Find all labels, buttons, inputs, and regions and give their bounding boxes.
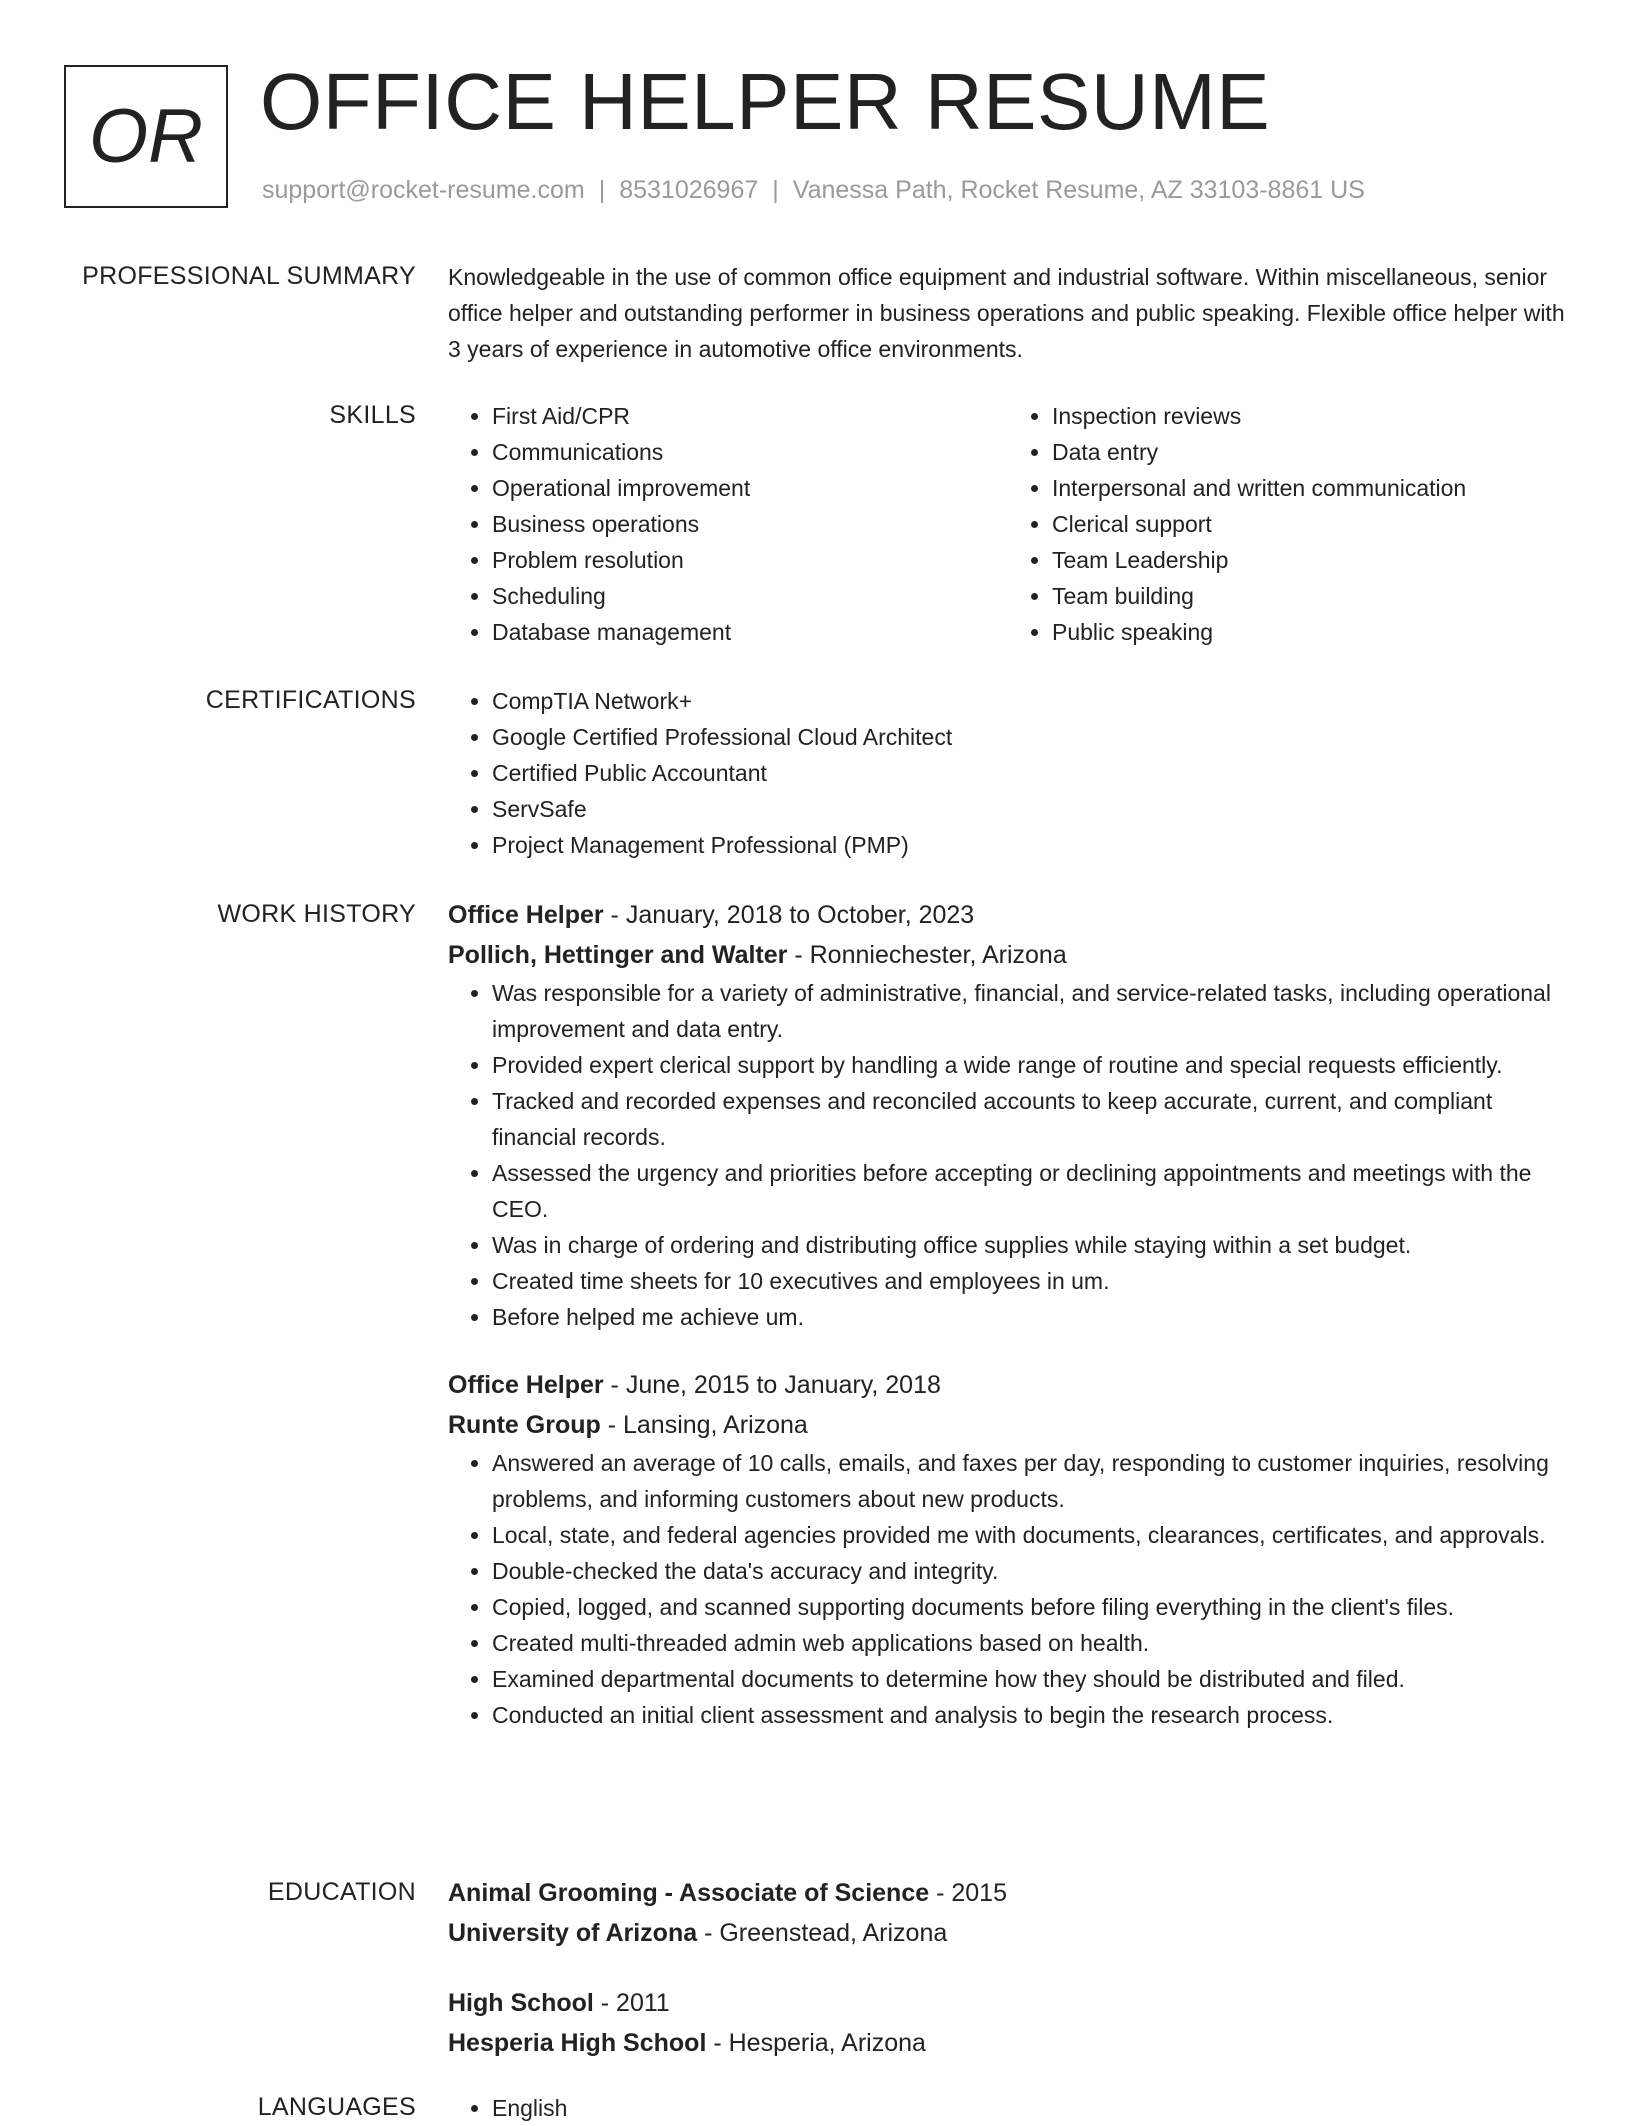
summary-body [448,259,1568,367]
job-dates: - January, 2018 to October, 2023 [603,901,975,929]
education-degree-line [448,1983,1568,2023]
job-duty: • Double-checked the data's accuracy and integrity. [492,1553,1568,1589]
job-duty: • Provided expert clerical support by handling a wide range of routine and special requests efficiently. [492,1047,1568,1083]
education-school: Hesperia High School [448,2029,707,2057]
job-duty: • Local, state, and federal agencies provided me with documents, clearances, certificates, and approvals. [492,1517,1568,1553]
skill-item: • Operational improvement [492,470,1008,506]
job-duty: • Examined departmental documents to determine how they should be distributed and filed. [492,1661,1568,1697]
job-company: Runte Group [448,1411,601,1439]
resume-title: OFFICE HELPER RESUME [260,57,1271,146]
job-duty: • Conducted an initial client assessment and analysis to begin the research process. [492,1697,1568,1733]
job-duties-list [448,975,1568,1335]
job-duty: • Answered an average of 10 calls, emails, and faxes per day, responding to customer inquiries, resolving problems, and informing customers about new products. [492,1445,1568,1517]
monogram-box: OR [64,65,228,208]
job-duty: • Created time sheets for 10 executives and employees in um. [492,1263,1568,1299]
education-heading: EDUCATION [267,1878,416,1906]
contact-phone: 8531026967 [619,176,759,204]
education-school-line [448,2023,1568,2063]
education-degree-line [448,1873,1568,1913]
education-school-line [448,1913,1568,1953]
certification-item: • ServSafe [492,791,1568,827]
job-title: Office Helper [448,901,604,929]
education-location: - Hesperia, Arizona [706,2029,926,2057]
certifications-body [448,683,1568,863]
certifications-list [448,683,1568,863]
skills-grid [448,398,1568,650]
contact-email: support@rocket-resume.com [262,176,585,204]
language-item: • English [492,2090,1568,2126]
skill-item: • Communications [492,434,1008,470]
skill-item: • Team Leadership [1052,542,1568,578]
skill-item: • Team building [1052,578,1568,614]
job-duty: • Created multi-threaded admin web applications based on health. [492,1625,1568,1661]
job-title: Office Helper [448,1371,604,1399]
education-body [448,1873,1568,2063]
job-duty: • Tracked and recorded expenses and reconciled accounts to keep accurate, current, and compliant financial records. [492,1083,1568,1155]
job-company: Pollich, Hettinger and Walter [448,941,788,969]
languages-list [448,2090,1568,2126]
skill-item: • Public speaking [1052,614,1568,650]
summary-text: Knowledgeable in the use of common office equipment and industrial software. Within miscellaneous, senior office helper and outstanding performer in business operations and public speaking. Flexible office helper with 3 years of experience in automotive office environments. [448,264,1565,362]
work-history-body [448,895,1568,1733]
skill-item: • First Aid/CPR [492,398,1008,434]
job-duty: • Was in charge of ordering and distributing office supplies while staying within a set budget. [492,1227,1568,1263]
education-degree: High School [448,1989,594,2017]
certification-item: • Google Certified Professional Cloud Architect [492,719,1568,755]
skill-item: • Scheduling [492,578,1008,614]
education-school: University of Arizona [448,1919,698,1947]
job-dates: - June, 2015 to January, 2018 [603,1371,941,1399]
contact-address: Vanessa Path, Rocket Resume, AZ 33103-8861 US [792,176,1365,204]
job-location: - Ronniechester, Arizona [787,941,1067,969]
skills-list-right [1008,398,1568,650]
skill-item: • Interpersonal and written communication [1052,470,1568,506]
education-entry [448,1873,1568,1953]
job-duty: • Copied, logged, and scanned supporting documents before filing everything in the client's files. [492,1589,1568,1625]
education-degree: Animal Grooming - Associate of Science [448,1879,930,1907]
contact-line [262,174,1365,206]
education-entry [448,1983,1568,2063]
certifications-heading: CERTIFICATIONS [205,686,416,714]
skill-item: • Inspection reviews [1052,398,1568,434]
contact-separator: | [772,176,779,204]
skills-list-left [448,398,1008,650]
languages-heading: LANGUAGES [257,2093,416,2121]
job-duty: • Before helped me achieve um. [492,1299,1568,1335]
certification-item: • Project Management Professional (PMP) [492,827,1568,863]
skill-item: • Database management [492,614,1008,650]
skills-heading: SKILLS [329,401,416,429]
contact-separator: | [598,176,606,204]
education-location: - Greenstead, Arizona [697,1919,948,1947]
job-duty: • Was responsible for a variety of administrative, financial, and service-related tasks, including operational improvement and data entry. [492,975,1568,1047]
job-duties-list [448,1445,1568,1733]
certification-item: • Certified Public Accountant [492,755,1568,791]
education-year: - 2015 [929,1879,1007,1907]
certification-item: • CompTIA Network+ [492,683,1568,719]
summary-heading: PROFESSIONAL SUMMARY [82,262,416,290]
job-location: - Lansing, Arizona [600,1411,808,1439]
languages-body [448,2090,1568,2126]
skill-item: • Business operations [492,506,1008,542]
job-title-line [448,1365,1568,1405]
skill-item: • Clerical support [1052,506,1568,542]
skill-item: • Data entry [1052,434,1568,470]
education-year: - 2011 [593,1989,670,2017]
job-entry [448,895,1568,1335]
job-entry [448,1365,1568,1733]
work-history-heading: WORK HISTORY [217,900,416,928]
skill-item: • Problem resolution [492,542,1008,578]
job-title-line [448,895,1568,935]
job-duty: • Assessed the urgency and priorities before accepting or declining appointments and meetings with the CEO. [492,1155,1568,1227]
job-company-line [448,935,1568,975]
job-company-line [448,1405,1568,1445]
